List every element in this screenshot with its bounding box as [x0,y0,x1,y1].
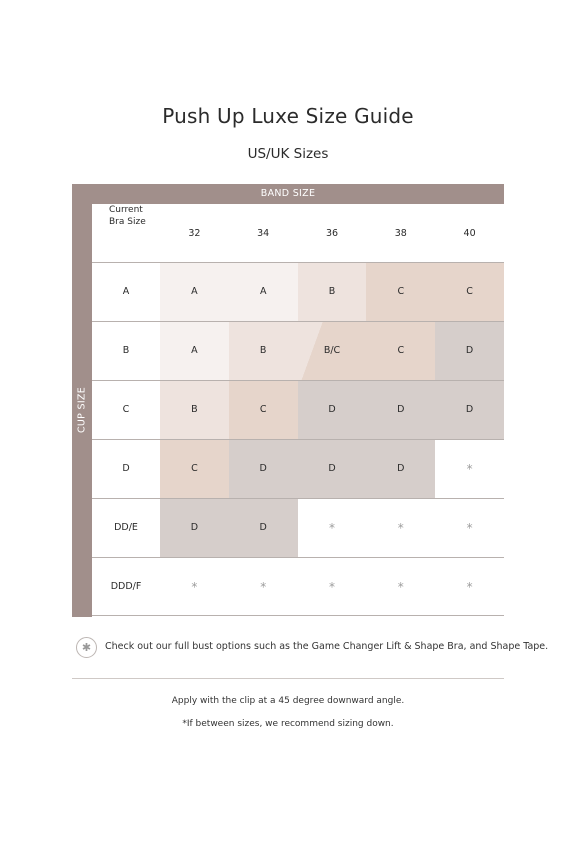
size-cell: C [366,262,435,321]
size-cell: D [435,321,504,380]
cup-row-label: DDD/F [110,581,142,592]
row-divider [92,321,504,322]
size-cell: D [160,498,229,557]
size-cell: B [160,380,229,439]
corner-label [92,204,160,262]
size-cell: A [160,321,229,380]
page-subtitle: US/UK Sizes [247,146,329,162]
band-size-34: 34 [257,227,270,239]
size-cell: B [298,262,367,321]
size-cell: * [435,557,504,616]
size-cell: D [366,380,435,439]
size-cell: C [229,380,298,439]
band-size-36: 36 [325,227,339,239]
band-size-32: 32 [188,227,201,239]
cup-row-label: D [122,463,130,474]
size-cell: B [229,321,298,380]
size-cell: A [229,262,298,321]
size-cell: * [160,557,229,616]
row-divider [92,262,504,263]
cup-size-label: CUP SIZE [76,386,88,434]
band-size-40: 40 [463,227,476,239]
legend-text: Check out our full bust options such as the Game Changer Lift & Shape Bra, and Shape Tape. [105,641,549,652]
size-cell: B/C [298,321,367,380]
size-cell: * [229,557,298,616]
sizing-note: *If between sizes, we recommend sizing down. [182,719,394,729]
size-cell: C [160,439,229,498]
size-cell: D [298,380,367,439]
size-cell: A [160,262,229,321]
asterisk-icon: ✱ [76,637,97,658]
size-cell: C [366,321,435,380]
row-divider [92,439,504,440]
size-cell: * [435,498,504,557]
size-cell: D [366,439,435,498]
row-divider [92,380,504,381]
cup-row-label: C [122,404,130,415]
table-bottom-line [92,615,504,616]
size-cell: D [298,439,367,498]
cup-row-label: B [122,345,130,356]
cup-row-label: A [122,286,130,297]
size-grid [92,204,504,617]
size-cell: D [229,439,298,498]
row-divider [92,498,504,499]
divider [72,678,504,679]
application-note: Apply with the clip at a 45 degree downward angle. [171,696,405,706]
size-cell: * [366,557,435,616]
page-title: Push Up Luxe Size Guide [162,104,414,128]
row-divider [92,557,504,558]
corner-label-line2: Bra Size [109,217,146,227]
size-cell: C [435,262,504,321]
size-cell: * [298,498,367,557]
size-cell: * [298,557,367,616]
cup-row-label: DD/E [114,522,138,533]
band-size-header: BAND SIZE [72,184,504,204]
band-size-38: 38 [394,227,407,239]
size-cell: D [435,380,504,439]
size-cell: D [229,498,298,557]
size-cell: * [435,439,504,498]
corner-label-line1: Current [109,205,143,215]
size-cell: * [366,498,435,557]
